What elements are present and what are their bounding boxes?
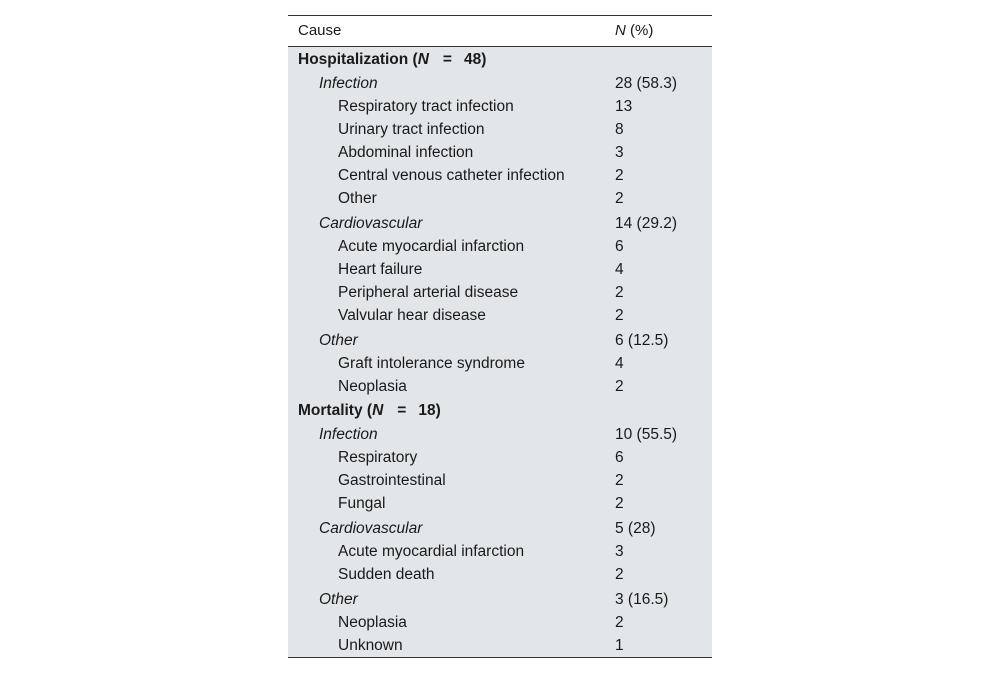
table-row: Peripheral arterial disease 2: [338, 284, 624, 301]
table-row: Acute myocardial infarction 3: [338, 543, 624, 560]
table-row: Other 2: [338, 190, 624, 207]
table-header: [288, 15, 712, 47]
table-row: Sudden death 2: [338, 566, 624, 583]
table-row: Respiratory 6: [338, 449, 624, 466]
table-row: Urinary tract infection 8: [338, 121, 624, 138]
category-row: [288, 327, 712, 352]
category-label: Infection: [319, 426, 378, 443]
category-value: 3 (16.5): [615, 591, 669, 608]
category-value: 10 (55.5): [615, 426, 678, 443]
category-label: Other: [319, 332, 358, 349]
category-value: 28 (58.3): [615, 75, 678, 92]
category-label: Infection: [319, 75, 378, 92]
header-percent: (%): [625, 22, 654, 39]
category-value: 5 (28): [615, 520, 656, 537]
table-row: Acute myocardial infarction 6: [338, 238, 624, 255]
table-row: Neoplasia 2: [338, 614, 624, 631]
table-row: Gastrointestinal 2: [338, 472, 624, 489]
causes-table: [288, 15, 712, 658]
table-row: Central venous catheter infection 2: [338, 167, 624, 184]
category-row: [288, 421, 712, 446]
category-row: [288, 586, 712, 611]
header-n-letter: N: [615, 22, 626, 39]
category-label: Cardiovascular: [319, 520, 423, 537]
table-row: Fungal 2: [338, 495, 624, 512]
table-row: Heart failure 4: [338, 261, 624, 278]
category-row: [288, 70, 712, 95]
category-value: 6 (12.5): [615, 332, 669, 349]
table-row: Neoplasia 2: [338, 378, 624, 395]
group-row-mortality: [288, 398, 712, 421]
category-label: Other: [319, 591, 358, 608]
category-label: Cardiovascular: [319, 215, 423, 232]
table-row: Valvular hear disease 2: [338, 307, 624, 324]
table-row: Respiratory tract infection 13: [338, 98, 633, 115]
category-value: 14 (29.2): [615, 215, 678, 232]
header-n-percent: [615, 22, 653, 39]
table-row: Unknown 1: [338, 637, 624, 654]
group-label: Mortality (N = 18): [298, 402, 441, 419]
table-body: [288, 47, 712, 658]
table-row: Abdominal infection 3: [338, 144, 624, 161]
header-cause: Cause: [298, 22, 342, 39]
group-label: Hospitalization (N = 48): [298, 51, 487, 68]
group-row-hospitalization: [288, 47, 712, 70]
category-row: [288, 210, 712, 235]
category-row: [288, 515, 712, 540]
table-row: Graft intolerance syndrome 4: [338, 355, 624, 372]
